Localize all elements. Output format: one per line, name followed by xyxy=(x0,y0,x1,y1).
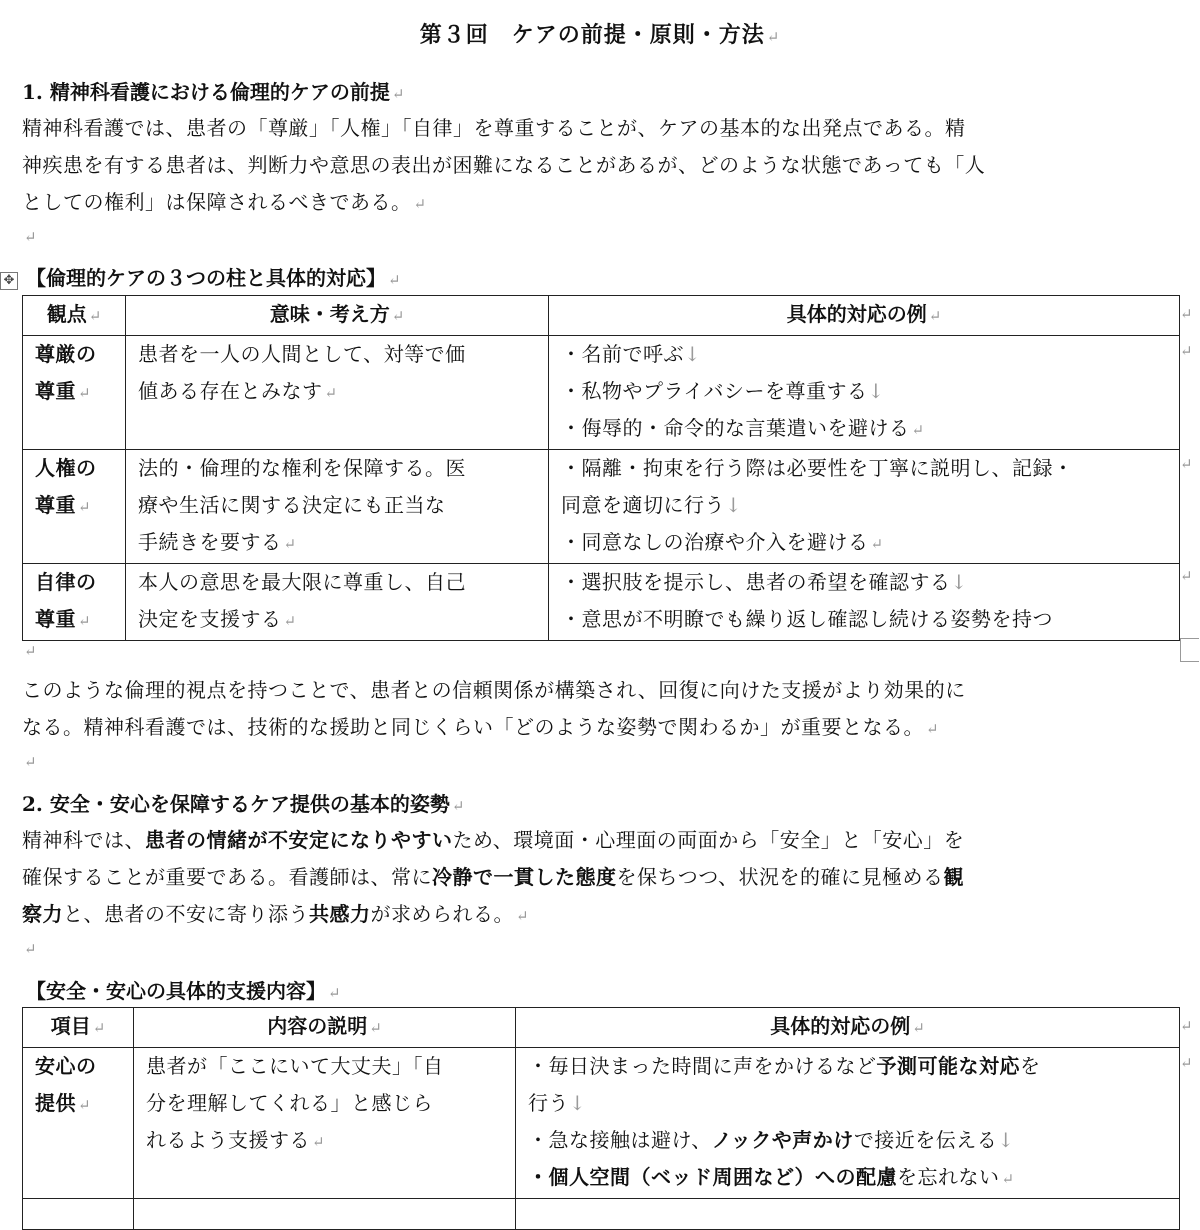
row-end-mark: ↵ xyxy=(1180,305,1193,323)
header-cell: 具体的対応の例 ↵ xyxy=(549,296,1180,336)
meaning-cell: 本人の意思を最大限に尊重し、自己 決定を支援する ↵ xyxy=(126,564,549,641)
header-cell: 意味・考え方 ↵ xyxy=(126,296,549,336)
section2-heading: 2. 安全・安心を保障するケア提供の基本的姿勢 ↵ xyxy=(22,792,465,816)
empty-paragraph-mark: ↵ xyxy=(24,642,37,660)
header-cell: 内容の説明 ↵ xyxy=(134,1008,516,1048)
table1-caption: 【倫理的ケアの３つの柱と具体的対応】 ↵ xyxy=(26,266,401,290)
table-header-row xyxy=(23,1008,1180,1048)
table-row xyxy=(23,1199,1180,1230)
table2-caption: 【安全・安心の具体的支援内容】 ↵ xyxy=(26,979,341,1003)
header-cell: 項目 ↵ xyxy=(23,1008,134,1048)
safety-table xyxy=(22,1007,1180,1230)
row-end-mark: ↵ xyxy=(1180,567,1193,585)
row-label: 安心の 提供 ↵ xyxy=(23,1048,134,1199)
page-title: 第３回 ケアの前提・原則・方法 ↵ xyxy=(419,22,781,48)
row-end-mark: ↵ xyxy=(1180,342,1193,360)
examples-cell: ・隔離・拘束を行う際は必要性を丁寧に説明し、記録・ 同意を適切に行う↓ ・同意なしの治療や介入を避ける ↵ xyxy=(549,450,1180,564)
row-end-mark: ↵ xyxy=(1180,1017,1193,1035)
table-move-handle-icon[interactable]: ✥ xyxy=(0,272,18,290)
table-cell xyxy=(23,1199,134,1230)
empty-paragraph-mark: ↵ xyxy=(24,228,37,246)
header-cell: 観点 ↵ xyxy=(23,296,126,336)
section1-heading: 1. 精神科看護における倫理的ケアの前提 ↵ xyxy=(22,80,405,104)
header-cell: 具体的対応の例 ↵ xyxy=(516,1008,1180,1048)
meaning-cell: 患者を一人の人間として、対等で価 値ある存在とみなす ↵ xyxy=(126,336,549,450)
examples-cell: ・名前で呼ぶ↓ ・私物やプライバシーを尊重する↓ ・侮辱的・命令的な言葉遣いを避ける ↵ xyxy=(549,336,1180,450)
section1-closing-paragraph: このような倫理的視点を持つことで、患者との信頼関係が構築され、回復に向けた支援がより効果的に なる。精神科看護では、技術的な援助と同じくらい「どのような姿勢で関わるか」が重要となる。 ↵ xyxy=(22,678,966,739)
examples-cell: ・毎日決まった時間に声をかけるなど予測可能な対応を 行う↓ ・急な接触は避け、ノックや声かけで接近を伝える↓ ・個人空間（ベッド周囲など）への配慮を忘れない ↵ xyxy=(516,1048,1180,1199)
table-row xyxy=(23,336,1180,450)
row-end-mark: ↵ xyxy=(1180,1054,1193,1072)
table-cell xyxy=(134,1199,516,1230)
table-resize-handle[interactable] xyxy=(1180,638,1199,662)
table-cell xyxy=(516,1199,1180,1230)
table-header-row xyxy=(23,296,1180,336)
row-end-mark: ↵ xyxy=(1180,455,1193,473)
empty-paragraph-mark: ↵ xyxy=(24,753,37,771)
section1-paragraph: 精神科看護では、患者の「尊厳」「人権」「自律」を尊重することが、ケアの基本的な出発点である。精 神疾患を有する患者は、判断力や意思の表出が困難になることがあるが、どのような状態であっても「人 としての権利」は保障されるべきである。 ↵ xyxy=(22,116,986,214)
row-label: 尊厳の 尊重 ↵ xyxy=(23,336,126,450)
row-label: 人権の 尊重 ↵ xyxy=(23,450,126,564)
row-label: 自律の 尊重 ↵ xyxy=(23,564,126,641)
empty-paragraph-mark: ↵ xyxy=(24,940,37,958)
ethics-table xyxy=(22,295,1180,641)
table-row xyxy=(23,1048,1180,1199)
explanation-cell: 患者が「ここにいて大丈夫」「自 分を理解してくれる」と感じら れるよう支援する ↵ xyxy=(134,1048,516,1199)
section2-paragraph: 精神科では、患者の情緒が不安定になりやすいため、環境面・心理面の両面から「安全」と「安心」を 確保することが重要である。看護師は、常に冷静で一貫した態度を保ちつつ、状況を的確に見極める観 察力と、患者の不安に寄り添う共感力が求められる。 ↵ xyxy=(22,828,965,926)
table-row xyxy=(23,564,1180,641)
meaning-cell: 法的・倫理的な権利を保障する。医 療や生活に関する決定にも正当な 手続きを要する ↵ xyxy=(126,450,549,564)
examples-cell: ・選択肢を提示し、患者の希望を確認する↓ ・意思が不明瞭でも繰り返し確認し続ける姿勢を持つ xyxy=(549,564,1180,641)
table-row xyxy=(23,450,1180,564)
